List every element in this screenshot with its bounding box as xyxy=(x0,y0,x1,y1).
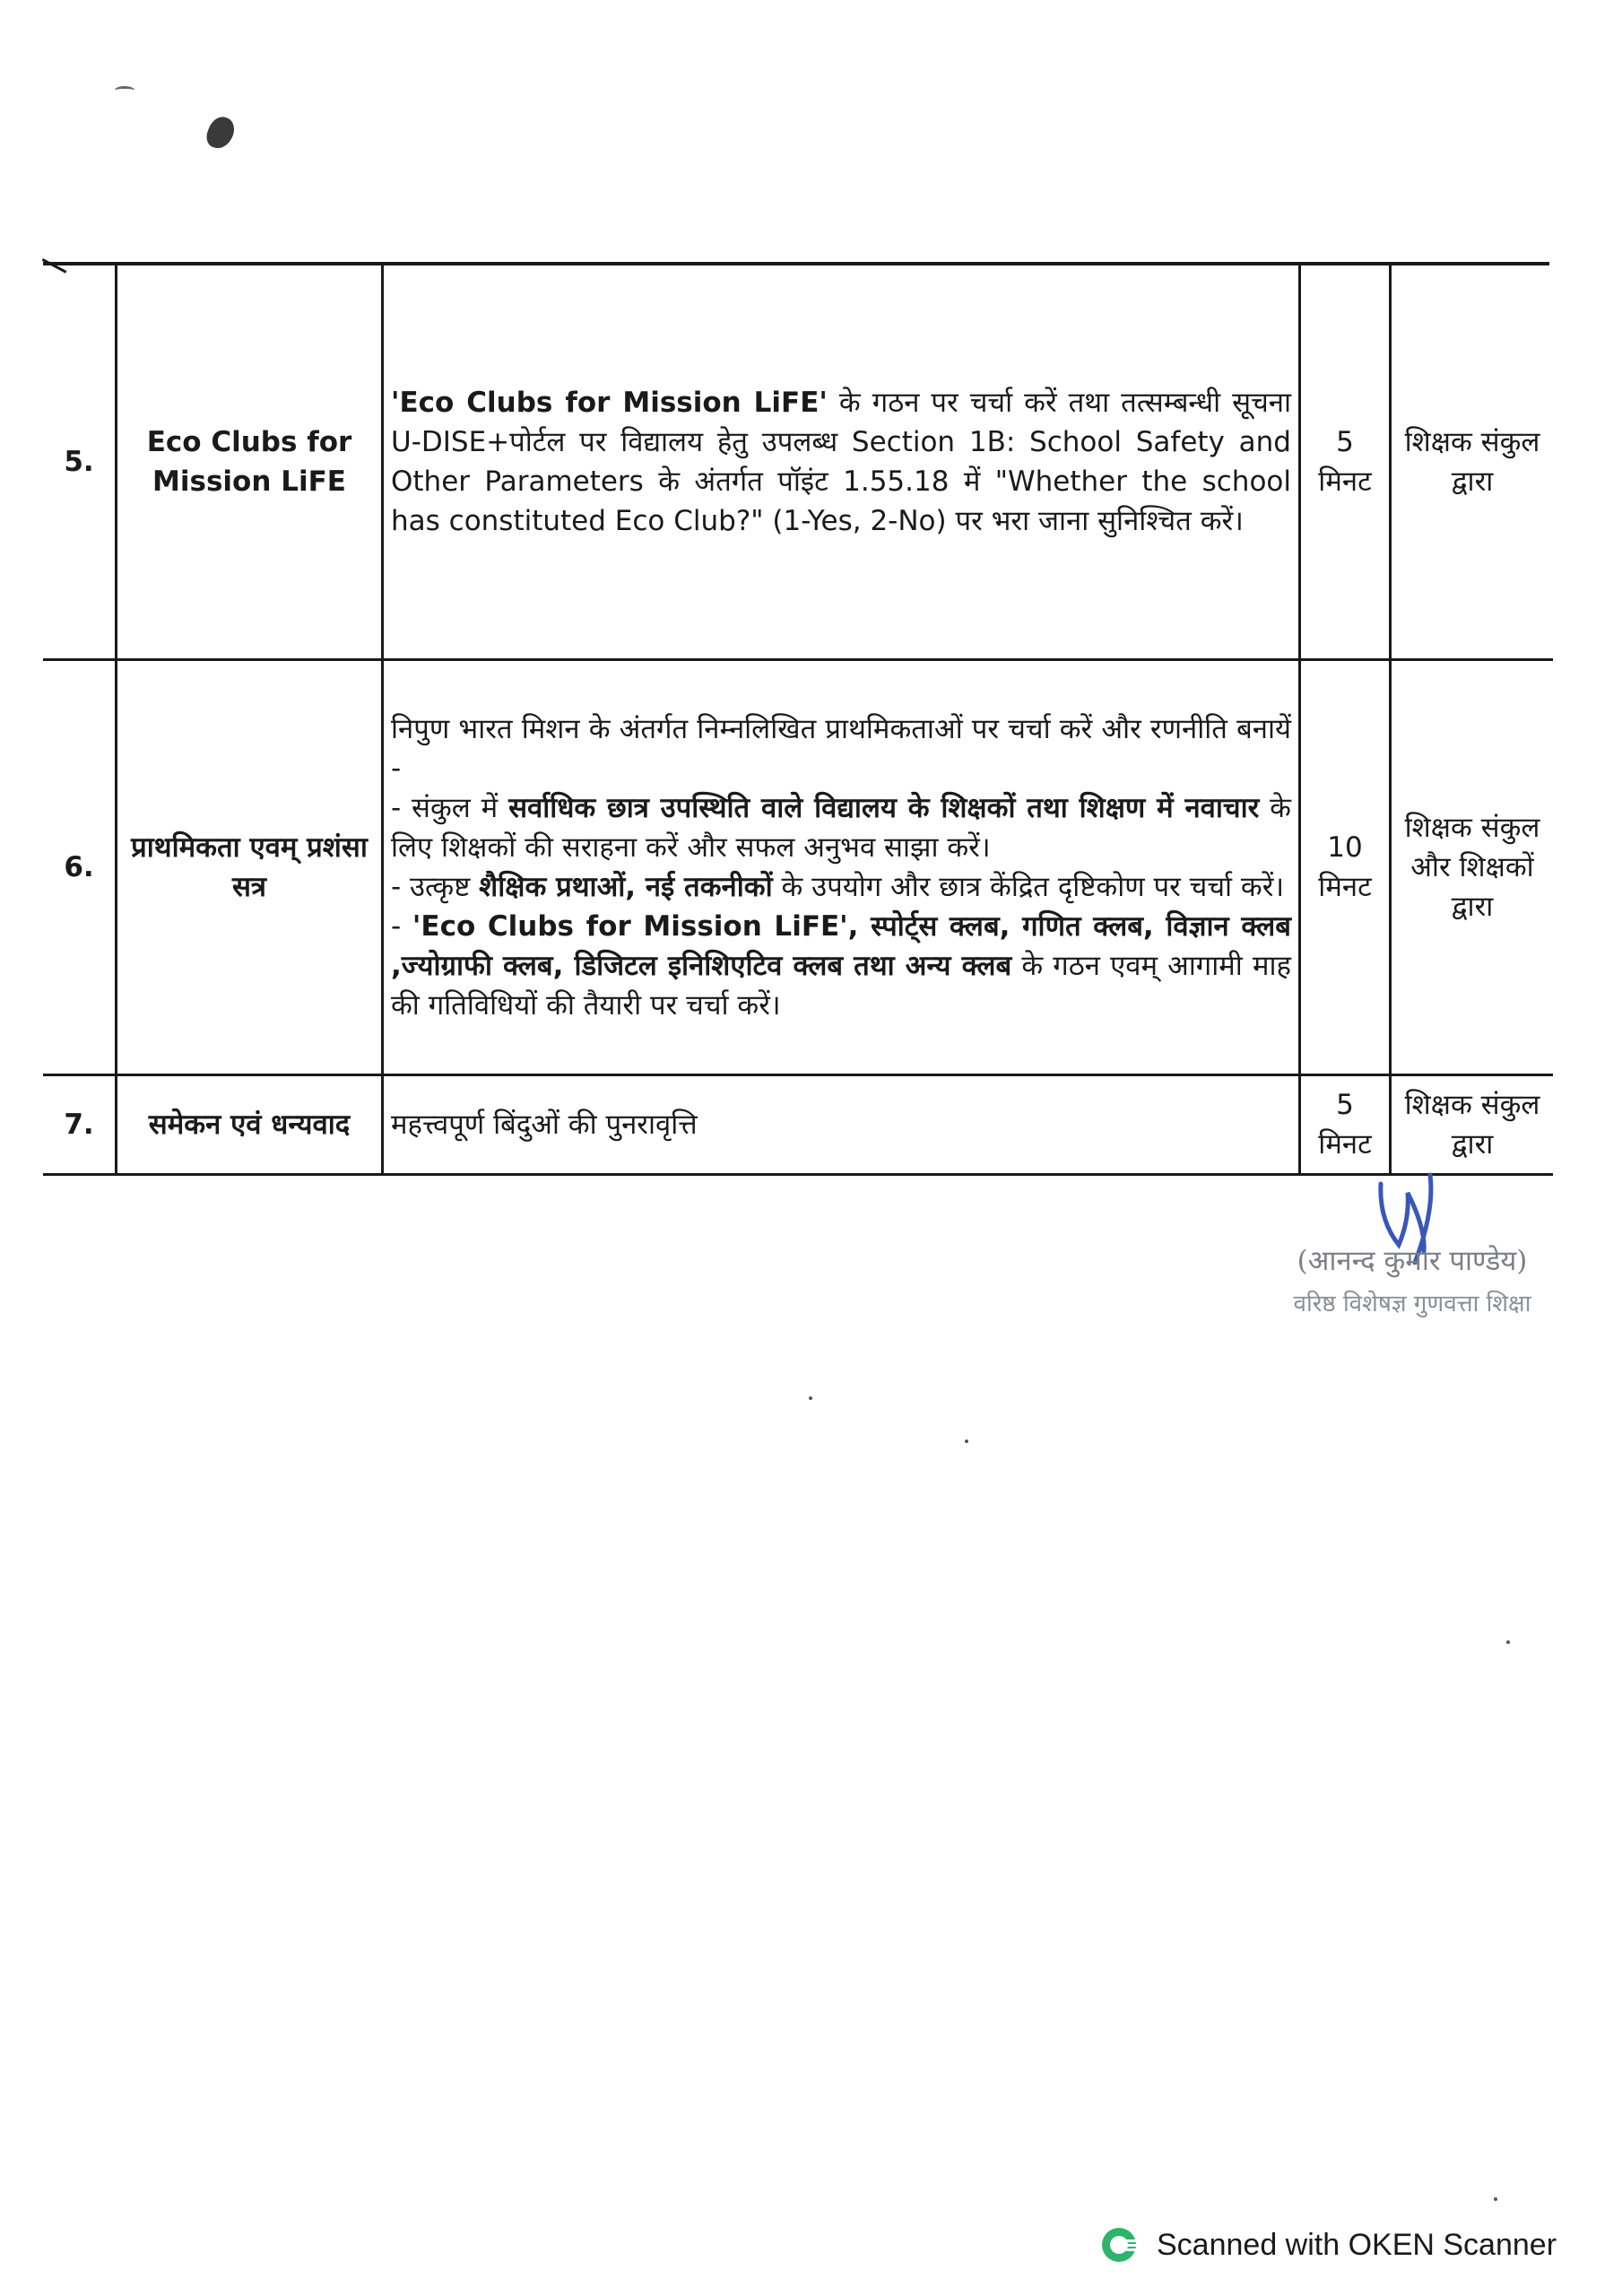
scan-speck xyxy=(965,1439,968,1443)
row-topic: Eco Clubs for Mission LiFE xyxy=(117,265,383,660)
scan-speck xyxy=(1506,1640,1510,1644)
row-duration: 10 मिनट xyxy=(1300,660,1391,1075)
table-row xyxy=(43,660,1553,1075)
description-point xyxy=(391,867,1291,907)
point-text: - उत्कृष्ट xyxy=(391,871,480,903)
description-bold-lead: 'Eco Clubs for Mission LiFE' xyxy=(391,386,828,419)
description-intro: निपुण भारत मिशन के अंतर्गत निम्नलिखित प्राथमिकताओं पर चर्चा करें और रणनीति बनायें - xyxy=(391,712,1291,785)
row-conducted-by: शिक्षक संकुल और शिक्षकों द्वारा xyxy=(1391,660,1554,1075)
row-conducted-by: शिक्षक संकुल द्वारा xyxy=(1391,1075,1554,1175)
row-description xyxy=(383,265,1300,660)
point-text: के उपयोग और छात्र केंद्रित दृष्टिकोण पर चर्चा करें। xyxy=(772,871,1285,903)
point-text: के गठन एवम् आगामी माह की गतिविधियों की तैयारी पर चर्चा करें। xyxy=(391,950,1291,1022)
row-topic: समेकन एवं धन्यवाद xyxy=(117,1075,383,1175)
scanner-watermark-text: Scanned with OKEN Scanner xyxy=(1157,2227,1557,2262)
row-description: महत्त्वपूर्ण बिंदुओं की पुनरावृत्ति xyxy=(383,1075,1300,1175)
row-number: 7. xyxy=(43,1075,117,1175)
row-duration: 5 मिनट xyxy=(1300,1075,1391,1175)
row-topic: प्राथमिकता एवम् प्रशंसा सत्र xyxy=(117,660,383,1075)
scanner-watermark xyxy=(1099,2224,1557,2266)
signatory-designation: वरिष्ठ विशेषज्ञ गुणवत्ता शिक्षा xyxy=(1293,1291,1531,1318)
row-description xyxy=(383,660,1300,1075)
description-text: के गठन पर चर्चा करें तथा तत्सम्बन्धी सूचना U-DISE+पोर्टल पर विद्यालय हेतु उपलब्ध Section 1B: School Safety and Other Parameters के अंतर्गत पॉइंट 1.55.18 में "Whether the school has constituted Eco Club?" (1-Yes, 2-No) पर भरा जाना सुनिश्चित करें। xyxy=(391,386,1291,538)
description-point xyxy=(391,907,1291,1025)
agenda-table xyxy=(43,265,1553,1176)
table-row xyxy=(43,1075,1553,1175)
row-number: 5. xyxy=(43,265,117,660)
description-point xyxy=(391,788,1291,867)
scan-speck xyxy=(1494,2197,1497,2201)
scan-speck xyxy=(115,86,134,94)
scan-ink-blot xyxy=(204,113,239,152)
row-number: 6. xyxy=(43,660,117,1075)
row-conducted-by: शिक्षक संकुल द्वारा xyxy=(1391,265,1554,660)
point-text: - संकुल में xyxy=(391,791,509,824)
signatory-name: (आनन्द कुमार पाण्डेय) xyxy=(1297,1245,1528,1277)
scan-speck xyxy=(809,1396,812,1400)
point-bold-text: 'Eco Clubs for Mission LiFE', स्पोर्ट्स क्लब, गणित क्लब, विज्ञान क्लब ,ज्योग्राफी क्लब, डिजिटल इनिशिएटिव क्लब तथा अन्य क्लब xyxy=(391,910,1292,983)
point-text: के लिए शिक्षकों की सराहना करें और सफल अनुभव साझा करें। xyxy=(391,791,1291,864)
row-duration: 5 मिनट xyxy=(1300,265,1391,660)
oken-scanner-logo-icon xyxy=(1099,2224,1141,2266)
table-row xyxy=(43,265,1553,660)
point-bold-text: सर्वाधिक छात्र उपस्थिति वाले विद्यालय के शिक्षकों तथा शिक्षण में नवाचार xyxy=(508,791,1260,824)
point-text: - xyxy=(391,910,412,944)
point-bold-text: शैक्षिक प्रथाओं, नई तकनीकों xyxy=(479,871,773,903)
